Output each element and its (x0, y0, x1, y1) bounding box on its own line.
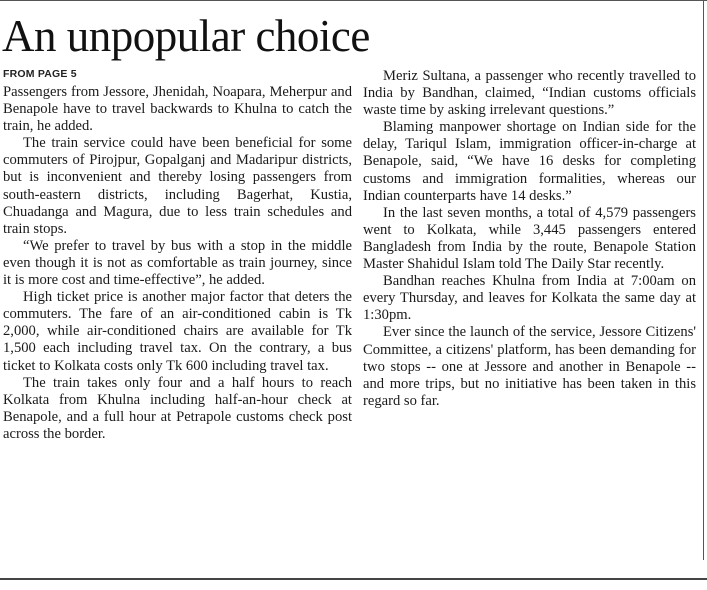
headline: An unpopular choice (2, 11, 370, 61)
paragraph: Blaming manpower shortage on Indian side for the delay, Tariqul Islam, immigration officer-in-charge at Benapole, said, “We have 16 desks for completing customs and immigration formalities, whereas our Indian counterparts have 14 desks.” (363, 119, 696, 204)
right-column (363, 68, 696, 410)
paragraph: The train service could have been beneficial for some commuters of Pirojpur, Gopalganj and Madaripur districts, but is inconvenient and thereby losing passengers from south-eastern districts, including Bagerhat, Kustia, Chuadanga and Magura, due to less train schedules and train stops. (3, 135, 352, 237)
left-column (3, 84, 352, 443)
paragraph: Passengers from Jessore, Jhenidah, Noapara, Meherpur and Benapole have to travel backwards to Khulna to catch the train, he added. (3, 84, 352, 135)
paragraph: In the last seven months, a total of 4,579 passengers went to Kolkata, while 3,445 passengers entered Bangladesh from India by the route, Benapole Station Master Shahidul Islam told The Daily Star recently. (363, 204, 696, 273)
continuation-kicker: FROM PAGE 5 (3, 68, 77, 80)
paragraph: “We prefer to travel by bus with a stop in the middle even though it is not as comfortable as train journey, since it is more cost and time-effective”, he added. (3, 237, 352, 289)
top-rule (0, 0, 707, 1)
paragraph: Ever since the launch of the service, Jessore Citizens' Committee, a citizens' platform, has been demanding for two stops -- one at Jessore and another in Benapole -- and more trips, but no initiative has been taken in this regard so far. (363, 324, 696, 409)
paragraph: The train takes only four and a half hours to reach Kolkata from Khulna including half-an-hour check at Benapole, and a full hour at Petrapole customs check post across the border. (3, 374, 352, 442)
paragraph: Meriz Sultana, a passenger who recently travelled to India by Bandhan, claimed, “Indian customs officials waste time by asking irrelevant questions.” (363, 68, 696, 119)
right-rule (703, 0, 704, 560)
paragraph: High ticket price is another major factor that deters the commuters. The fare of an air-conditioned cabin is Tk 2,000, while air-conditioned chairs are available for Tk 1,500 each including travel tax. On the contrary, a bus ticket to Kolkata costs only Tk 600 including travel tax. (3, 289, 352, 374)
paragraph: Bandhan reaches Khulna from India at 7:00am on every Thursday, and leaves for Kolkata the same day at 1:30pm. (363, 273, 696, 324)
bottom-rule (0, 578, 707, 580)
